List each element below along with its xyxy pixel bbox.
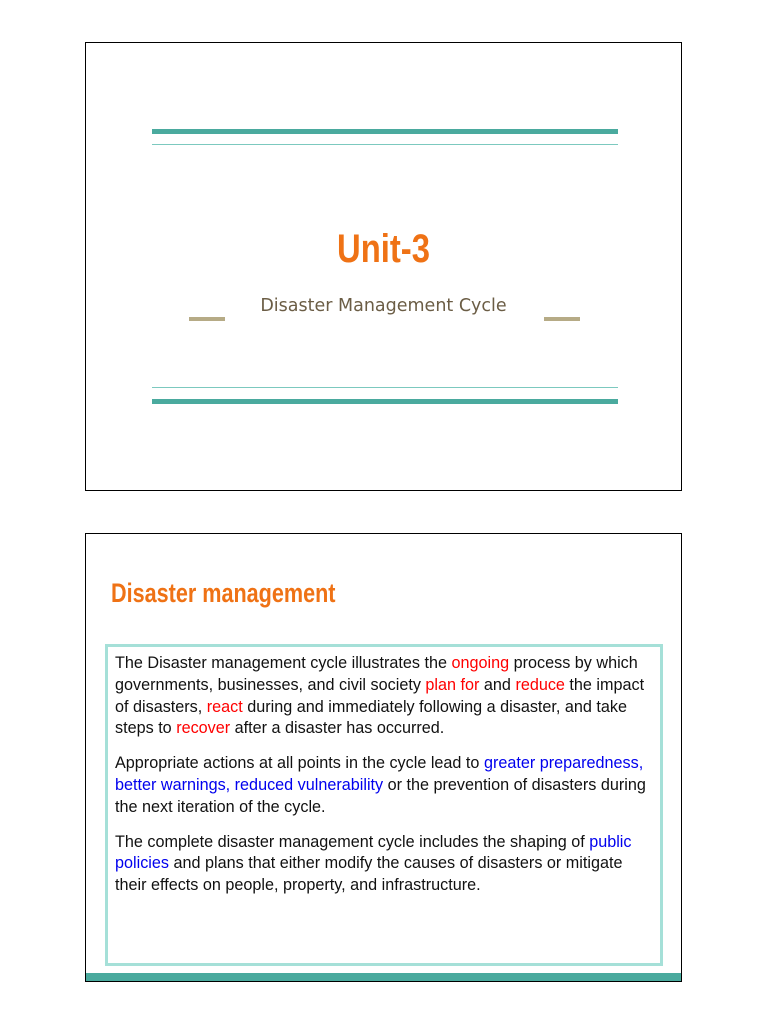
left-dash bbox=[189, 317, 225, 321]
paragraph-actions: Appropriate actions at all points in the cycle lead to greater preparedness, better warnings, reduced vulnerability or the prevention of disasters during the next iteration of the cycle. bbox=[115, 754, 646, 816]
slide-title: Disaster management bbox=[111, 578, 336, 608]
top-thin-rule bbox=[152, 144, 618, 145]
highlight-preparedness: greater preparedness, better warnings, reduced vulnerability bbox=[115, 754, 644, 794]
paragraph-cycle-definition: The Disaster management cycle illustrates the ongoing process by which governments, businesses, and civil society plan for and reduce the impact of disasters, react during and immediately following a disaster, and take steps to recover after a disaster has occurred. bbox=[115, 654, 645, 738]
bottom-thin-rule bbox=[152, 387, 618, 388]
title-slide bbox=[85, 42, 682, 491]
content-slide bbox=[85, 533, 682, 982]
top-thick-rule bbox=[152, 129, 618, 134]
highlight-recover: recover bbox=[176, 719, 231, 738]
right-dash bbox=[544, 317, 580, 321]
highlight-plan-for: plan for bbox=[425, 675, 480, 694]
slide-subtitle: Disaster Management Cycle bbox=[260, 296, 507, 316]
bottom-teal-bar bbox=[86, 973, 681, 981]
highlight-ongoing: ongoing bbox=[451, 654, 510, 672]
paragraph-policies: The complete disaster management cycle includes the shaping of public policies and plans that either modify the causes of disasters or mitigate their effects on people, property, and infrastructure. bbox=[115, 832, 632, 895]
highlight-public-policies: public policies bbox=[115, 832, 632, 873]
content-box bbox=[105, 644, 663, 966]
unit-title: Unit-3 bbox=[337, 227, 430, 271]
highlight-reduce: reduce bbox=[515, 675, 565, 694]
bottom-thick-rule bbox=[152, 399, 618, 404]
highlight-react: react bbox=[206, 697, 243, 716]
